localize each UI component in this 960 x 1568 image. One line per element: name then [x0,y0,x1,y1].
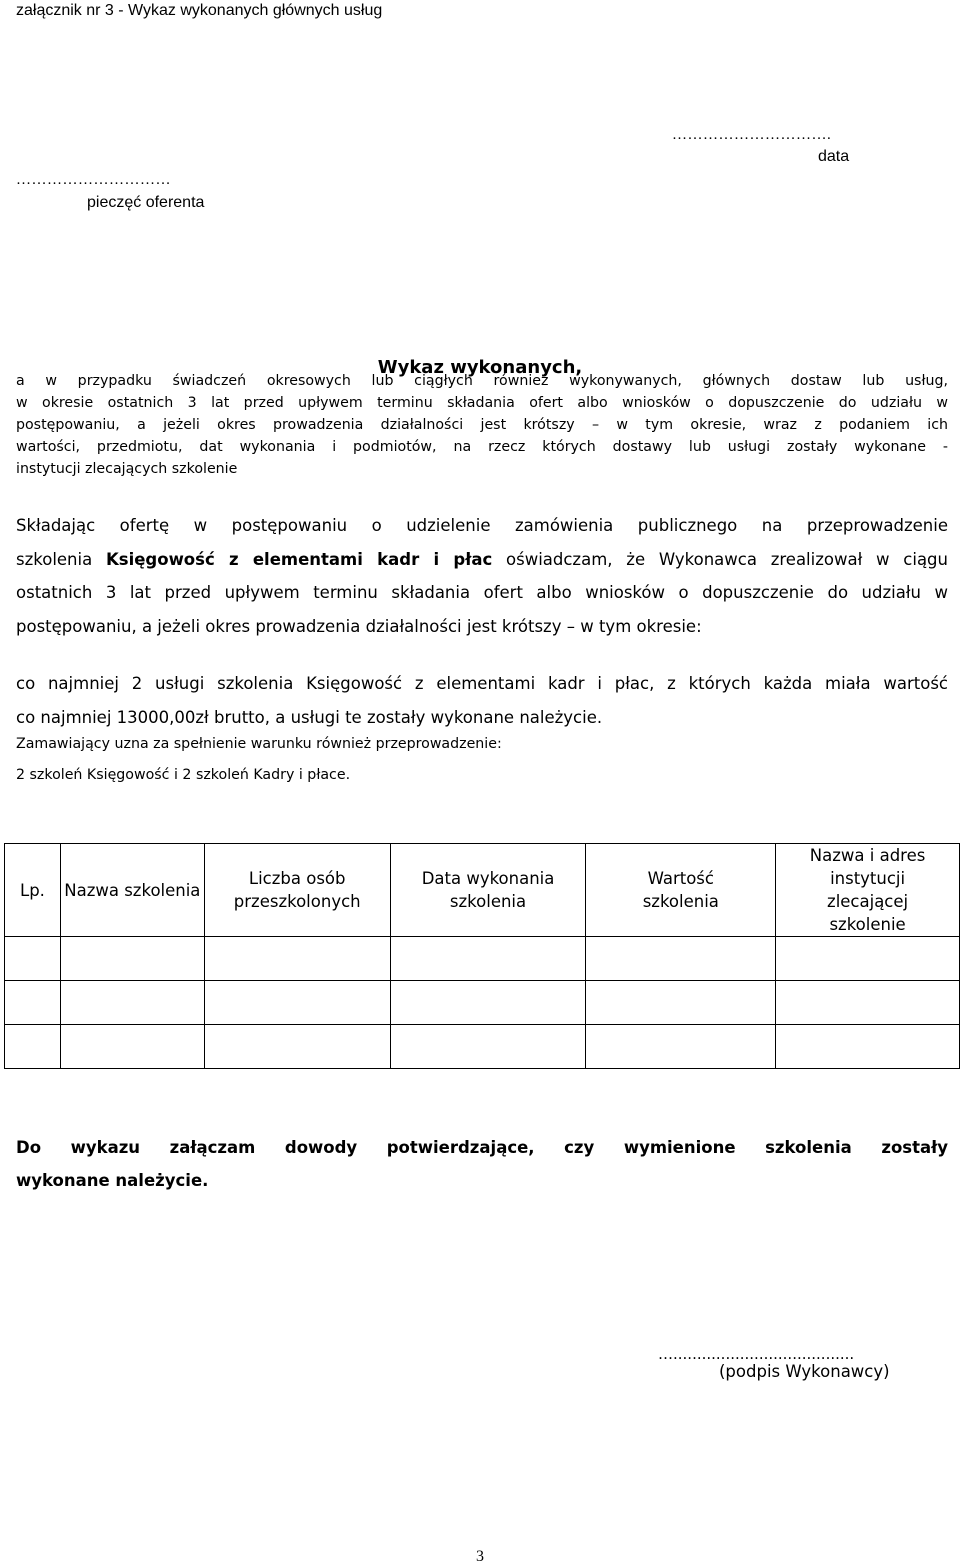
date-label: data [818,148,850,165]
table-row [5,937,960,981]
table-row [5,981,960,1025]
document-title: Wykaz wykonanych, [377,357,583,378]
header-text: Nazwa i adres [809,846,926,865]
table-cell[interactable] [5,981,61,1025]
header-text: Data wykonania [421,869,555,888]
table-row [5,1025,960,1069]
header-text: Nazwa szkolenia [64,880,201,900]
header-text: szkolenie [829,915,906,934]
intro-line: w okresie ostatnich 3 lat przed upływem terminu składania ofert albo wniosków o dopuszczenie do udziału w [16,395,948,411]
declaration-line: ostatnich 3 lat przed upływem terminu składania ofert albo wniosków o dopuszczenie do udziału w [16,583,948,602]
col-header-date [390,844,586,937]
header-text: instytucji [830,869,906,888]
intro-line: instytucji zlecających szkolenie [16,461,238,477]
col-header-training-name [60,844,204,937]
table-cell[interactable] [586,981,776,1025]
table-cell[interactable] [204,1025,390,1069]
page-number: 3 [476,1548,484,1565]
intro-paragraph [16,370,948,480]
header-text: szkolenia [449,892,527,911]
table-cell[interactable] [5,937,61,981]
table-cell[interactable] [390,937,586,981]
signature-dotted-line: …...................................... [658,1345,855,1363]
stamp-dotted-line: ………………………… [16,172,171,188]
header-text: Lp. [20,880,45,900]
signature-label: (podpis Wykonawcy) [719,1362,890,1381]
table-cell[interactable] [390,1025,586,1069]
stamp-label: pieczęć oferenta [87,194,205,211]
col-header-value [586,844,776,937]
header-text: szkolenia [642,892,719,911]
declaration-pre: szkolenia [16,549,106,569]
table-cell[interactable] [586,937,776,981]
declaration-post: oświadczam, że Wykonawca zrealizował w ciągu [492,549,948,569]
requirement-line: co najmniej 13000,00zł brutto, a usługi te zostały wykonane należycie. [16,707,603,727]
table-cell[interactable] [776,1025,960,1069]
header-text: zlecającej [827,892,909,911]
header-text: Wartość [647,869,714,888]
table-header-row [5,844,960,937]
declaration-paragraph [16,509,948,643]
table-cell[interactable] [390,981,586,1025]
table-cell[interactable] [60,937,204,981]
table-cell[interactable] [60,981,204,1025]
table-cell[interactable] [204,937,390,981]
declaration-line: postępowaniu, a jeżeli okres prowadzenia działalności jest krótszy – w tym okresie: [16,616,702,636]
closing-line: wykonane należycie. [16,1171,209,1190]
table-cell[interactable] [5,1025,61,1069]
declaration-line: Składając ofertę w postępowaniu o udzielenie zamówienia publicznego na przeprowadzenie [16,516,948,535]
header-text: Liczba osób [248,869,346,888]
requirement-paragraph [16,667,948,734]
header-text: przeszkolonych [233,892,361,911]
requirement-line: co najmniej 2 usługi szkolenia Księgowość z elementami kadr i płac, z których każda miała wartość [16,674,948,693]
alternative-intro: Zamawiający uzna za spełnienie warunku również przeprowadzenie: [16,736,502,752]
col-header-number [5,844,61,937]
closing-statement [16,1131,948,1197]
table-cell[interactable] [586,1025,776,1069]
table-cell[interactable] [776,937,960,981]
intro-line: wartości, przedmiotu, dat wykonania i podmiotów, na rzecz których dostawy lub usługi zostały wykonane - [16,439,948,455]
training-name: Księgowość z elementami kadr i płac [105,549,493,569]
table-cell[interactable] [776,981,960,1025]
col-header-institution [776,844,960,937]
date-dotted-line: …………………………. [672,127,832,143]
intro-line: a w przypadku świadczeń okresowych lub ciągłych również wykonywanych, głównych dostaw lub usług, [16,373,948,389]
intro-line: postępowaniu, a jeżeli okres prowadzenia działalności jest krótszy – w tym okresie, wraz z podaniem ich [16,417,948,433]
declaration-line [16,543,948,577]
alternative-value: 2 szkoleń Księgowość i 2 szkoleń Kadry i płace. [16,767,351,783]
services-table [4,843,960,1069]
col-header-participants [204,844,390,937]
attachment-header: załącznik nr 3 - Wykaz wykonanych głównych usług [16,2,383,19]
closing-line: Do wykazu załączam dowody potwierdzające, czy wymienione szkolenia zostały [16,1138,948,1157]
table-cell[interactable] [60,1025,204,1069]
table-cell[interactable] [204,981,390,1025]
